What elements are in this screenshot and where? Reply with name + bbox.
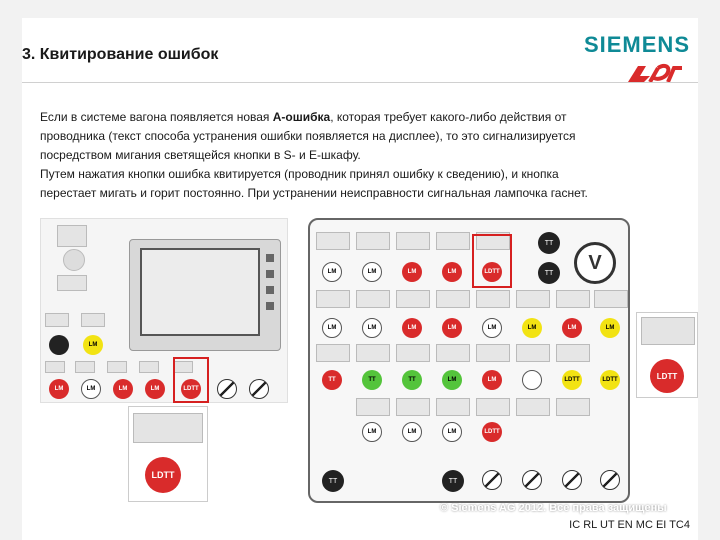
button-label: LDTT [656, 371, 678, 381]
switch-knob[interactable] [482, 470, 502, 490]
warning-label [57, 225, 87, 247]
button-label: LM [487, 325, 497, 331]
lm-button[interactable] [322, 262, 342, 282]
label-tile [356, 232, 390, 250]
button-label: LDTT [484, 269, 500, 275]
screen-key[interactable] [266, 270, 274, 278]
label-tile [396, 232, 430, 250]
button-label: LM [407, 429, 417, 435]
switch-knob[interactable] [522, 470, 542, 490]
lm-button[interactable] [442, 262, 462, 282]
label-tile [436, 344, 470, 362]
button-label: LM [150, 386, 160, 392]
button-label: LM [86, 386, 96, 392]
lm-button[interactable] [362, 262, 382, 282]
switch-knob[interactable] [249, 379, 269, 399]
cabinet-panel-e [308, 218, 630, 503]
text-line: Если в системе вагона появляется новая [40, 110, 273, 124]
button-label: LM [367, 325, 377, 331]
button-label: LM [407, 325, 417, 331]
label-tile [556, 290, 590, 308]
tt-button[interactable] [538, 262, 560, 284]
tt-lamp[interactable] [322, 370, 342, 390]
button-label: LDTT [183, 386, 199, 392]
display-screen [129, 239, 281, 351]
lm-button[interactable] [362, 318, 382, 338]
label-tile [594, 290, 628, 308]
lm-button[interactable] [81, 379, 101, 399]
ldtt-button-large[interactable] [145, 457, 181, 493]
lm-button[interactable] [402, 318, 422, 338]
popup-card-right [636, 312, 698, 398]
ldtt-button[interactable] [562, 370, 582, 390]
button-label: LM [487, 377, 497, 383]
label-tile [556, 398, 590, 416]
gauge-icon [63, 249, 85, 271]
button-label: TT [328, 377, 336, 383]
warning-label [133, 413, 203, 443]
ldtt-button[interactable] [482, 422, 502, 442]
label-tile [396, 290, 430, 308]
lm-button[interactable] [562, 318, 582, 338]
knob-label: V [588, 251, 602, 274]
button-label: LDTT [602, 377, 618, 383]
label-tile [356, 344, 390, 362]
status-lamp[interactable] [49, 335, 69, 355]
lm-button[interactable] [600, 318, 620, 338]
label-tile [316, 290, 350, 308]
text-line: проводника (текст способа устранения ошибки появляется на дисплее), то это сигнализируется [40, 129, 576, 143]
label-tile [107, 361, 127, 373]
button-label: TT [368, 377, 376, 383]
label-tile [476, 398, 510, 416]
header-divider [22, 82, 698, 83]
tt-button[interactable] [442, 470, 464, 492]
lm-button[interactable] [442, 370, 462, 390]
label-tile [476, 290, 510, 308]
label-tile [516, 290, 550, 308]
button-label: LM [447, 325, 457, 331]
button-label: LM [527, 325, 537, 331]
screen-key[interactable] [266, 254, 274, 262]
button-label: LDTT [564, 377, 580, 383]
button-label: LM [118, 386, 128, 392]
warning-label [641, 317, 695, 345]
button-label: LM [447, 269, 457, 275]
display-area [140, 248, 260, 336]
button-label: LM [367, 269, 377, 275]
switch-knob[interactable] [600, 470, 620, 490]
label-tile [356, 290, 390, 308]
button-label: TT [544, 269, 554, 277]
switch-knob[interactable] [217, 379, 237, 399]
button-label: TT [328, 477, 338, 485]
lm-button[interactable] [482, 318, 502, 338]
label-tile [436, 290, 470, 308]
description-text [40, 108, 690, 203]
tt-button[interactable] [538, 232, 560, 254]
button-label: LM [54, 386, 64, 392]
lm-button[interactable] [322, 318, 342, 338]
label-tile [45, 313, 69, 327]
lm-button[interactable] [482, 370, 502, 390]
label-tile [81, 313, 105, 327]
button-label: LM [407, 269, 417, 275]
main-switch-knob[interactable] [574, 242, 616, 284]
label-tile [316, 344, 350, 362]
text-line: Путем нажатия кнопки ошибка квитируется (проводник принял ошибку к сведению), и кнопка [40, 167, 559, 181]
ldtt-button-large[interactable] [650, 359, 684, 393]
info-label [57, 275, 87, 291]
tt-lamp[interactable] [402, 370, 422, 390]
lm-button[interactable] [522, 318, 542, 338]
copyright-text: © Siemens AG 2012. Все права защищены [440, 502, 667, 514]
label-tile [516, 398, 550, 416]
label-tile [45, 361, 65, 373]
page-title: 3. Квитирование ошибок [22, 46, 219, 63]
ldtt-button[interactable] [600, 370, 620, 390]
button-label: LM [327, 325, 337, 331]
button-label: LDTT [151, 470, 175, 480]
highlight-frame [173, 357, 209, 403]
text-line: посредством мигания светящейся кнопки в S- и E-шкафу. [40, 148, 361, 162]
lm-button[interactable] [442, 422, 462, 442]
document-id: IC RL UT EN MC EI TC4 [569, 519, 690, 531]
text-line: перестает мигать и горит постоянно. При устранении неисправности сигнальная лампочка гаснет. [40, 186, 588, 200]
label-tile [556, 344, 590, 362]
lm-button[interactable] [83, 335, 103, 355]
label-tile [396, 344, 430, 362]
tt-button[interactable] [322, 470, 344, 492]
siemens-logo: SIEMENS [583, 32, 690, 57]
label-tile [396, 398, 430, 416]
lm-button[interactable] [113, 379, 133, 399]
lm-button[interactable] [362, 422, 382, 442]
button-label: LM [327, 269, 337, 275]
button-label: TT [408, 377, 416, 383]
lm-button[interactable] [49, 379, 69, 399]
lm-button[interactable] [402, 422, 422, 442]
button-label: TT [448, 477, 458, 485]
switch-knob[interactable] [562, 470, 582, 490]
screen-key[interactable] [266, 286, 274, 294]
button-label: TT [544, 239, 554, 247]
label-tile [316, 232, 350, 250]
button-label: LM [88, 342, 98, 348]
cabinet-panel-s [40, 218, 288, 403]
text-line: , которая требует какого-либо действия от [330, 110, 567, 124]
button-label: LM [367, 429, 377, 435]
text-bold-term: А-ошибка [272, 110, 331, 124]
label-tile [75, 361, 95, 373]
popup-card-left [128, 406, 208, 502]
label-tile [436, 232, 470, 250]
blank-button[interactable] [522, 370, 542, 390]
button-label: LM [447, 429, 457, 435]
button-label: LM [447, 377, 457, 383]
label-tile [356, 398, 390, 416]
label-tile [139, 361, 159, 373]
label-tile [436, 398, 470, 416]
screen-key[interactable] [266, 302, 274, 310]
button-label: LDTT [484, 429, 500, 435]
label-tile [476, 344, 510, 362]
lm-button[interactable] [145, 379, 165, 399]
lm-button[interactable] [402, 262, 422, 282]
tt-lamp[interactable] [362, 370, 382, 390]
label-tile [516, 344, 550, 362]
button-label: LM [567, 325, 577, 331]
highlight-frame [472, 234, 512, 288]
lm-button[interactable] [442, 318, 462, 338]
button-label: LM [605, 325, 615, 331]
